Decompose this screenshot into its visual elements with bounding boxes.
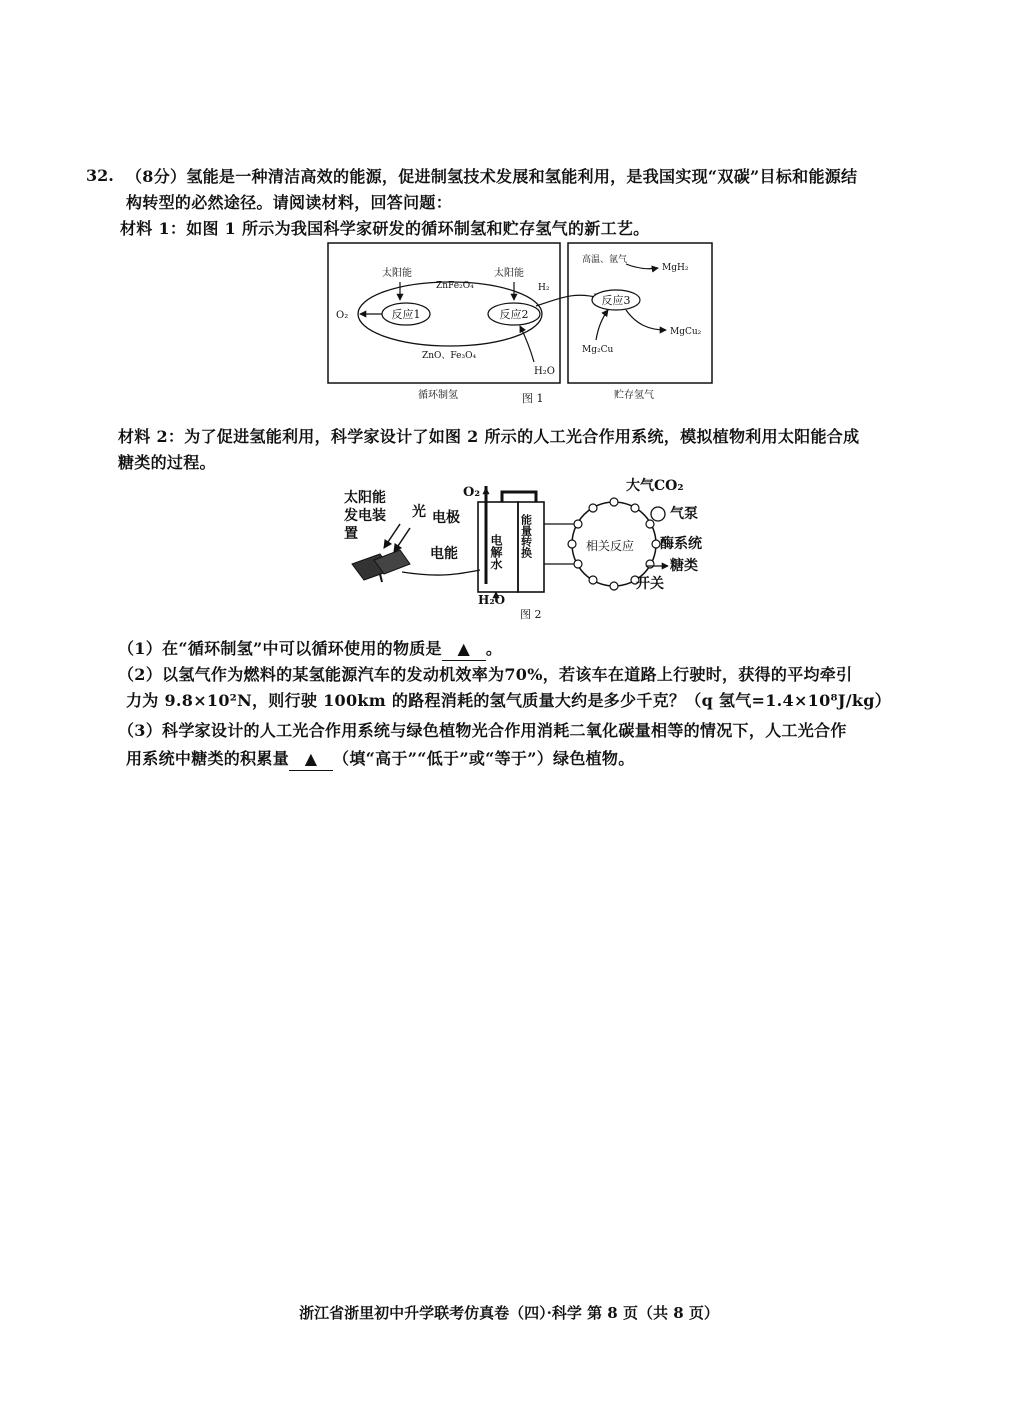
solar-panel-icon <box>352 550 410 582</box>
figure-1 <box>326 240 716 410</box>
question-3-line-2 <box>126 748 635 771</box>
znfe2o4-label: ZnFe₂O₄ <box>436 281 474 291</box>
reaction-label: 相关反应 <box>586 539 635 553</box>
h2o-in-label: H₂O <box>478 593 506 607</box>
figure-2-caption: 图 2 <box>520 608 542 621</box>
solar-left-label: 太阳能 <box>382 268 412 279</box>
co2-label: 大气CO₂ <box>626 478 684 494</box>
mg2cu-label: Mg₂Cu <box>582 345 614 355</box>
pump-label: 气泵 <box>670 506 698 522</box>
solar-device-line-3: 置 <box>344 526 358 542</box>
figure-2 <box>340 474 720 624</box>
o2-out-label: O₂ <box>463 485 481 500</box>
intro-line-2: 构转型的必然途径。请阅读材料，回答问题： <box>126 193 453 212</box>
question-1 <box>118 638 502 661</box>
material-1: 材料 1：如图 1 所示为我国科学家研发的循环制氢和贮存氢气的新工艺。 <box>120 219 650 238</box>
enzyme-label: 酶系统 <box>660 536 702 552</box>
pump-icon <box>651 507 665 521</box>
question-3-line-1: （3）科学家设计的人工光合作用系统与绿色植物光合作用消耗二氧化碳量相等的情况下，人工光合作 <box>118 721 847 740</box>
question-2-line-2: 力为 9.8×10²N，则行驶 100km 的路程消耗的氢气质量大约是多少千克？（q 氢气=1.4×10⁸J/kg） <box>126 691 892 710</box>
intro-line-1: （8分）氢能是一种清洁高效的能源，促进制氢技术发展和氢能利用，是我国实现“双碳”目标和能源结 <box>126 167 858 186</box>
q1-answer-blank[interactable]: ▲ <box>442 638 486 661</box>
q3-answer-blank[interactable]: ▲ <box>289 748 333 771</box>
mgcu2-label: MgCu₂ <box>670 327 702 337</box>
reaction-1-label: 反应1 <box>391 308 421 321</box>
sugar-label: 糖类 <box>670 558 698 574</box>
electrolysis-char-1: 电解水 <box>489 534 503 570</box>
switch-label: 开关 <box>636 576 664 592</box>
material-2-line-1: 材料 2：为了促进氢能利用，科学家设计了如图 2 所示的人工光合作用系统，模拟植物利用太阳能合成 <box>118 427 860 446</box>
figure-1-caption: 图 1 <box>522 392 544 405</box>
light-label: 光 <box>412 504 426 520</box>
o2-label: O₂ <box>336 310 349 321</box>
zno-fe3o4-label: ZnO、Fe₃O₄ <box>422 351 477 361</box>
cycle-caption: 循环制氢 <box>418 390 458 401</box>
high-temp-label: 高温、氩气 <box>582 255 628 265</box>
electric-energy-label: 电能 <box>430 546 458 562</box>
q3-text: 用系统中糖类的积累量 <box>126 749 290 768</box>
q1-text: （1）在“循环制氢”中可以循环使用的物质是 <box>118 639 442 658</box>
solar-device-line-1: 太阳能 <box>344 490 386 506</box>
reaction-2-label: 反应2 <box>499 308 529 321</box>
h2-label: H₂ <box>538 283 550 293</box>
electrode-label: 电极 <box>432 510 460 526</box>
solar-device-line-2: 发电装 <box>344 508 386 524</box>
question-2-line-1: （2）以氢气作为燃料的某氢能源汽车的发动机效率为70%，若该车在道路上行驶时，获得的平均牵引 <box>118 665 853 684</box>
mgh2-label: MgH₂ <box>662 263 689 273</box>
q1-period: 。 <box>485 639 503 658</box>
page-footer: 浙江省浙里初中升学联考仿真卷（四）·科学 第 8 页（共 8 页） <box>299 1304 719 1322</box>
question-number: 32. <box>86 166 114 185</box>
h2o-label: H₂O <box>534 366 555 377</box>
solar-right-label: 太阳能 <box>494 268 524 279</box>
material-2-line-2: 糖类的过程。 <box>118 453 216 472</box>
reaction-3-label: 反应3 <box>601 294 631 307</box>
q3-hint: （填“高于”“低于”或“等于”）绿色植物。 <box>333 749 635 768</box>
energy-convert-label: 能量转换 <box>519 514 533 558</box>
storage-caption: 贮存氢气 <box>614 390 654 401</box>
